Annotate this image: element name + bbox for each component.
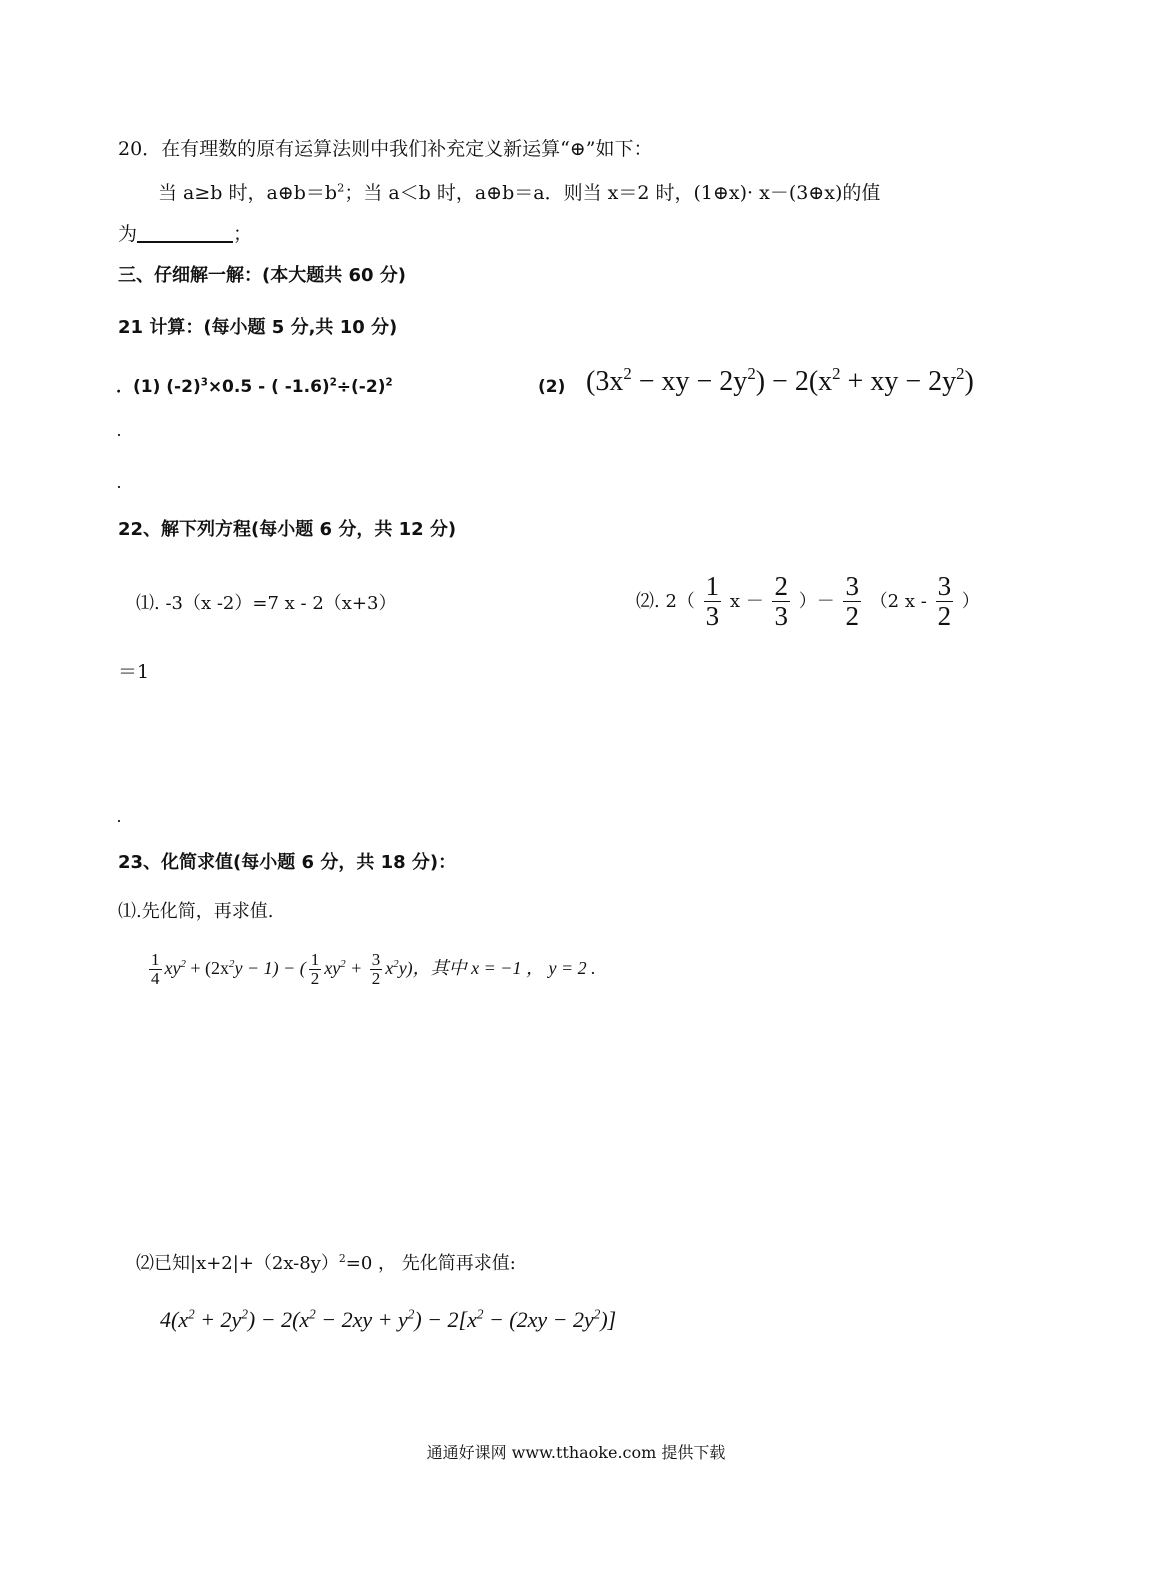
expr-sup: 2 — [393, 957, 399, 970]
expr-seg: (3x — [586, 366, 624, 397]
eq2-mid3: （2 x - — [869, 591, 927, 612]
section3-heading: 三、仔细解一解：(本大题共 60 分) — [118, 265, 407, 286]
q20-line2-b: ；当 a＜b 时，a⊕b＝a．则当 x＝2 时，(1⊕x)· x－(3⊕x)的值 — [344, 182, 881, 204]
p2-text-a: ⑵已知|x+2|+（2x-8y） — [136, 1253, 339, 1274]
p2-text-b: =0 ， 先化简再求值: — [345, 1253, 516, 1274]
expr-sup: 2 — [188, 1306, 195, 1322]
q21-heading: 21 计算：(每小题 5 分,共 10 分) — [118, 317, 398, 338]
expr-seg: + (2x — [185, 958, 230, 978]
q21-part2-expression — [586, 364, 974, 400]
expr-seg: )] — [600, 1307, 617, 1332]
numerator: 1 — [310, 950, 320, 970]
q22-eq2 — [636, 572, 980, 632]
expr-sup: 2 — [241, 1306, 248, 1322]
fraction — [149, 951, 162, 989]
expr-sup: 2 — [340, 957, 346, 970]
denominator: 3 — [774, 600, 788, 631]
fraction — [843, 572, 861, 631]
expr-seg: xy — [164, 958, 181, 978]
answer-blank — [137, 223, 233, 243]
expr-sup: 2 — [593, 1306, 601, 1322]
expr-seg: y)，其中 x = −1 ， y = 2 . — [398, 958, 596, 978]
q23-part2-text — [136, 1252, 516, 1276]
q20-line2-sup: 2 — [337, 180, 345, 195]
stray-dot — [118, 486, 120, 488]
eq2-mid2: ）－ — [798, 591, 835, 612]
q23-part1-expression — [146, 940, 596, 996]
numerator: 2 — [774, 571, 788, 602]
expr-seg: ) − 2(x — [247, 1307, 310, 1332]
q21-part1-b: ×0.5 - ( -1.6) — [207, 377, 330, 397]
expr-seg: x — [385, 958, 394, 978]
q23-heading: 23、化简求值(每小题 6 分，共 18 分)： — [118, 852, 457, 873]
expr-seg: + xy − 2y — [840, 366, 957, 397]
denominator: 4 — [151, 968, 160, 988]
expr-seg: ) — [964, 366, 974, 397]
numerator: 1 — [705, 571, 720, 602]
numerator: 3 — [845, 571, 859, 602]
q20-line3 — [118, 222, 252, 246]
numerator: 3 — [937, 571, 952, 602]
eq2-pre: ⑵. 2（ — [636, 591, 695, 612]
expr-sup: 2 — [309, 1306, 316, 1322]
fraction — [309, 951, 322, 989]
denominator: 2 — [371, 968, 381, 988]
expr-sup: 2 — [623, 364, 632, 384]
expr-sup: 2 — [229, 957, 235, 970]
expr-seg: − (2xy − 2y — [483, 1307, 594, 1332]
expr-seg: − 2xy + y — [315, 1307, 408, 1332]
denominator: 2 — [937, 600, 952, 631]
q22-eq2-continuation: ＝1 — [118, 661, 150, 683]
q23-part2-expression — [160, 1305, 616, 1335]
q20-line1: 20．在有理数的原有运算法则中我们补充定义新运算“⊕”如下： — [118, 138, 653, 160]
denominator: 2 — [845, 600, 859, 631]
eq2-mid1: x － — [729, 591, 764, 612]
q20-line3-post: ； — [233, 223, 253, 245]
fraction — [936, 572, 954, 631]
numerator: 1 — [151, 950, 160, 970]
denominator: 3 — [705, 600, 720, 631]
expr-sup: 2 — [180, 957, 186, 970]
stray-dot — [118, 820, 120, 822]
expr-seg: ) − 2(x — [755, 366, 833, 397]
q20-line2 — [158, 181, 880, 205]
q21-part1-c: ÷(-2) — [336, 377, 386, 397]
q23-part1-label: ⑴.先化简，再求值. — [118, 901, 274, 922]
expr-seg: − xy − 2y — [631, 366, 748, 397]
expr-sup: 2 — [747, 364, 756, 384]
q22-eq1: ⑴. -3（x -2）=7 x - 2（x+3） — [136, 593, 397, 614]
numerator: 3 — [371, 950, 381, 970]
fraction — [704, 572, 722, 631]
q21-part1-sup2: 2 — [329, 377, 337, 389]
footer-text: 通通好课网 www.tthaoke.com 提供下载 — [426, 1443, 726, 1462]
q20-line3-pre: 为 — [118, 223, 138, 245]
eq2-end: ） — [961, 591, 980, 612]
expr-sup: 2 — [476, 1306, 484, 1322]
q22-heading: 22、解下列方程(每小题 6 分，共 12 分) — [118, 519, 457, 540]
expr-seg: y − 1) − ( — [234, 958, 306, 978]
q21-part1-sup1: 3 — [200, 377, 208, 389]
q21-part2-label: (2) — [538, 377, 566, 397]
denominator: 2 — [310, 968, 320, 988]
expr-sup: 2 — [407, 1306, 415, 1322]
expr-sup: 2 — [832, 364, 841, 384]
fraction — [370, 951, 383, 989]
q20-line2-a: 当 a≥b 时，a⊕b＝b — [158, 182, 338, 204]
expr-seg: + 2y — [194, 1307, 242, 1332]
q21-part1-sup3: 2 — [385, 377, 393, 389]
q21-part1-a: ．(1) (-2) — [116, 377, 201, 397]
fraction — [772, 572, 790, 631]
expr-seg: 4(x — [160, 1307, 189, 1332]
expr-seg: ) − 2[x — [414, 1307, 477, 1332]
expr-seg: xy — [324, 958, 341, 978]
q21-part1 — [116, 375, 393, 399]
expr-seg: + — [345, 958, 367, 978]
stray-dot — [118, 434, 120, 436]
p2-text-sup: 2 — [338, 1251, 346, 1265]
expr-sup: 2 — [956, 364, 965, 384]
